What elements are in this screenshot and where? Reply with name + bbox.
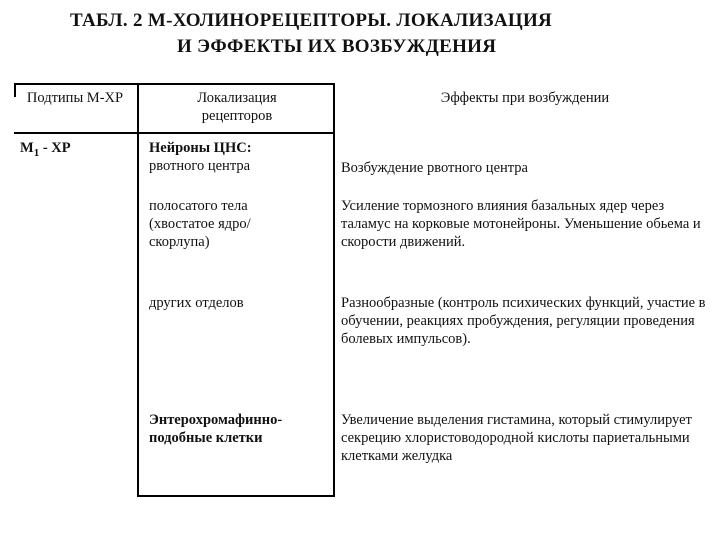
title-line-2: И ЭФФЕКТЫ ИХ ВОЗБУЖДЕНИЯ <box>177 36 497 57</box>
table-left-border <box>14 83 16 97</box>
row-1-localization-text: рвотного центра <box>149 158 251 174</box>
row-3-effect: Разнообразные (контроль психических функций, участие в обучении, реакциях пробуждения, регуляции проведения болевых импульсов). <box>341 295 706 347</box>
header-bottom-border <box>14 132 334 134</box>
column-divider-2 <box>333 83 335 497</box>
subtype-prefix: М <box>20 140 34 156</box>
row-1-localization-heading: Нейроны ЦНС: <box>149 140 252 156</box>
row-2-localization: полосатого тела (хвостатое ядро/скорлупа) <box>149 198 251 250</box>
subtype-suffix: - ХР <box>39 140 71 156</box>
header-effects: Эффекты при возбуждении <box>440 90 610 106</box>
title-line-1: ТАБЛ. 2 М-ХОЛИНОРЕЦЕПТОРЫ. ЛОКАЛИЗАЦИЯ <box>70 10 553 31</box>
row-3-localization: других отделов <box>149 295 244 311</box>
header-localization: Локализация рецепторов <box>197 90 277 124</box>
row-2-effect: Усиление тормозного влияния базальных ядер через таламус на корковые мотонейроны. Уменьшение обьема и скорости движений. <box>341 198 701 250</box>
row-1-effect: Возбуждение рвотного центра <box>341 160 528 176</box>
table-top-border <box>14 83 334 85</box>
table-bottom-border <box>137 495 334 497</box>
row-4-localization: Энтерохромафинно-подобные клетки <box>149 412 283 446</box>
row-4-effect: Увеличение выделения гистамина, который стимулирует секрецию хлористоводородной кислоты париетальными клетками желудка <box>341 412 692 464</box>
header-subtypes: Подтипы М-ХР <box>26 90 124 106</box>
subtype-m1 <box>20 139 130 162</box>
subtype-subscript: 1 <box>33 146 40 159</box>
column-divider-1 <box>137 85 139 495</box>
row-1-localization <box>149 139 329 175</box>
